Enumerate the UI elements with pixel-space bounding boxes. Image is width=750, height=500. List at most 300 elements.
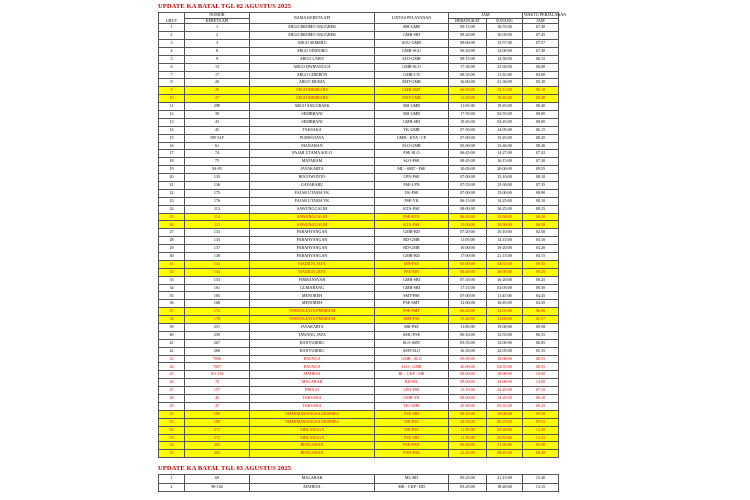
- cell-waktu: 03.20: [523, 245, 559, 253]
- cell-nama: JAYAKARTA: [250, 324, 375, 332]
- cell-nama: ARGO BROMO ANGGREK: [250, 32, 375, 40]
- cell-nomor: 143: [185, 260, 250, 268]
- cell-urut: 52: [159, 426, 185, 434]
- cell-waktu: 08.55: [523, 355, 559, 363]
- cell-nomor: 284: [185, 450, 250, 458]
- cell-datang: 14:30:00: [487, 55, 523, 63]
- cell-nama: TAWANGJAYA PREMIUM: [250, 316, 375, 324]
- cell-datang: 14:20:00: [487, 395, 523, 403]
- cell-datang: 16:25:00: [487, 205, 523, 213]
- cell-waktu: 06.25: [523, 402, 559, 410]
- table-row: [159, 213, 559, 221]
- cell-nama: MADIUN JAYA: [250, 268, 375, 276]
- cell-nama: MAHESA: [250, 483, 375, 492]
- header-jam-durasi: JAM: [523, 18, 559, 24]
- cell-berangkat: 06:30:00: [449, 442, 487, 450]
- table-row: [159, 426, 559, 434]
- cell-berangkat: 05:00:00: [449, 260, 487, 268]
- cell-berangkat: 11:00:00: [449, 324, 487, 332]
- cell-nama: SEMBRANI: [250, 110, 375, 118]
- cell-nama: SEMBRANI: [250, 118, 375, 126]
- cell-datang: 21:30:00: [487, 79, 523, 87]
- cell-lintas: GMR-BD: [375, 253, 449, 261]
- table-row: [159, 189, 559, 197]
- cell-nama: FAJAR UTAMA SOLO: [250, 150, 375, 158]
- cell-berangkat: 10:05:00: [449, 166, 487, 174]
- cell-berangkat: 07:00:00: [449, 134, 487, 142]
- table-row: [159, 347, 559, 355]
- cell-datang: 21:15:00: [487, 253, 523, 261]
- cell-waktu: 05.57: [523, 316, 559, 324]
- cell-nomor: 168: [185, 300, 250, 308]
- cell-berangkat: 11:05:00: [449, 103, 487, 111]
- cancelled-trains-table: [158, 12, 567, 458]
- cell-nama: DHARMAWANGSA EKSPRES: [250, 418, 375, 426]
- cell-nama: BATAVIA: [250, 363, 375, 371]
- cell-urut: 39: [159, 324, 185, 332]
- cell-nomor: 27: [185, 95, 250, 103]
- cell-berangkat: 20:00:00: [449, 363, 487, 371]
- cell-datang: 19:45:00: [487, 103, 523, 111]
- cell-datang: 20:00:00: [487, 166, 523, 174]
- title-august-03: UPDATE KA BATAL TGL 03 AGUSTUS 2025: [158, 465, 292, 472]
- cell-nama: ARGO DWIPANGGA: [250, 63, 375, 71]
- cell-lintas: GMR-SBI: [375, 284, 449, 292]
- cell-berangkat: 11:00:00: [449, 426, 487, 434]
- cell-lintas: SMT-SLO: [375, 347, 449, 355]
- table-row: [159, 166, 559, 174]
- cell-waktu: 07.35: [523, 182, 559, 190]
- cell-waktu: 05.00: [523, 442, 559, 450]
- cell-nama: PARAHYANGAN: [250, 229, 375, 237]
- cell-lintas: SBI-PSE: [375, 324, 449, 332]
- cell-waktu: 08.00: [523, 189, 559, 197]
- cell-urut: 43: [159, 355, 185, 363]
- cell-berangkat: 08:00:00: [449, 205, 487, 213]
- cell-nama: SAWUNGGALIH: [250, 213, 375, 221]
- cell-lintas: KTA-PSE: [375, 221, 449, 229]
- table-row: [159, 39, 559, 47]
- cell-nomor: 46: [185, 395, 250, 403]
- cell-datang: 04:55:00: [487, 363, 523, 371]
- cell-lintas: SMT-PSE: [375, 292, 449, 300]
- cell-nama: AIRLANGGA: [250, 426, 375, 434]
- cell-datang: 16:45:00: [487, 300, 523, 308]
- cell-waktu: 10.00: [523, 371, 559, 379]
- cell-lintas: BD-GMR: [375, 237, 449, 245]
- cell-berangkat: 07:55:00: [449, 182, 487, 190]
- cell-nama: SAWUNGGALIH: [250, 205, 375, 213]
- cell-berangkat: 14:05:00: [449, 95, 487, 103]
- cell-urut: 9: [159, 87, 185, 95]
- cell-urut: 49: [159, 402, 185, 410]
- cell-urut: 17: [159, 150, 185, 158]
- cell-berangkat: 08:20:00: [449, 32, 487, 40]
- cell-berangkat: 07:00:00: [449, 174, 487, 182]
- cell-lintas: GMR-SMT: [375, 87, 449, 95]
- table-row: [159, 316, 559, 324]
- cell-urut: 7: [159, 71, 185, 79]
- cell-waktu: 05.30: [523, 79, 559, 87]
- table-row: [159, 276, 559, 284]
- cell-nama: MENOREH: [250, 292, 375, 300]
- cell-lintas: LPN-PSE: [375, 174, 449, 182]
- cell-lintas: BD-ML: [375, 379, 449, 387]
- cell-lintas: PWS-PSE: [375, 450, 449, 458]
- cell-datang: 10:10:00: [487, 229, 523, 237]
- cell-urut: 33: [159, 276, 185, 284]
- cell-berangkat: 15:40:00: [449, 316, 487, 324]
- cell-nama: ARGO LAWU: [250, 55, 375, 63]
- table-row: [159, 450, 559, 458]
- cell-datang: 22:05:00: [487, 347, 523, 355]
- table-row: [159, 134, 559, 142]
- cell-nama: FAJAR UTAMA YK: [250, 189, 375, 197]
- cell-nama: BENGAWAN: [250, 442, 375, 450]
- table-row: [159, 197, 559, 205]
- cell-berangkat: 06:30:00: [449, 213, 487, 221]
- table-row: [159, 55, 559, 63]
- table-row: [159, 79, 559, 87]
- cell-nomor: 7006: [185, 355, 250, 363]
- cell-datang: 22:45:00: [487, 387, 523, 395]
- cell-lintas: GMR-CN: [375, 71, 449, 79]
- cell-lintas: PSE-SLO: [375, 150, 449, 158]
- header-waktu: WAKTU PERJALANAN: [524, 12, 567, 17]
- cell-berangkat: 11:05:00: [449, 237, 487, 245]
- cell-nama: MENOREH: [250, 300, 375, 308]
- cell-waktu: 06.00: [523, 63, 559, 71]
- cell-nama: JAYAKARTA: [250, 166, 375, 174]
- cell-urut: 35: [159, 292, 185, 300]
- cell-nomor: 178: [185, 316, 250, 324]
- cell-nomor: 259: [185, 331, 250, 339]
- cell-nama: SAWUNGGALIH: [250, 221, 375, 229]
- cell-datang: 11:45:00: [487, 292, 523, 300]
- cell-urut: 54: [159, 442, 185, 450]
- cell-waktu: 06.55: [523, 331, 559, 339]
- cell-waktu: 07.57: [523, 39, 559, 47]
- cell-urut: 1: [159, 24, 185, 32]
- cell-waktu: 04.45: [523, 292, 559, 300]
- cell-nomor: 39: [185, 110, 250, 118]
- cell-berangkat: 22:45:00: [449, 450, 487, 458]
- cell-nomor: 3: [185, 39, 250, 47]
- cell-nomor: 29F: [185, 103, 250, 111]
- header-nomor: NOMOR: [185, 13, 250, 19]
- cell-waktu: 08.40: [523, 103, 559, 111]
- cell-nama: ARGO MURIA: [250, 79, 375, 87]
- cell-lintas: SBI - CKP - BD: [375, 483, 449, 492]
- cell-nama: AIRLANGGA: [250, 434, 375, 442]
- cell-berangkat: 16:00:00: [449, 245, 487, 253]
- cell-waktu: 09.58: [523, 324, 559, 332]
- cell-urut: 31: [159, 260, 185, 268]
- cell-nama: ARGO SINDORO: [250, 47, 375, 55]
- cell-datang: 19:00:00: [487, 324, 523, 332]
- cell-urut: 25: [159, 213, 185, 221]
- cell-berangkat: 05:25:00: [449, 483, 487, 492]
- table-row: [159, 87, 559, 95]
- cell-berangkat: 06:40:00: [449, 268, 487, 276]
- cell-lintas: PSE-SMT: [375, 308, 449, 316]
- cell-nama: MALABAR: [250, 475, 375, 484]
- cell-datang: 16:05:00: [487, 268, 523, 276]
- table-row: [159, 24, 559, 32]
- cell-nama: ARGO CIREBON: [250, 71, 375, 79]
- cell-waktu: 09.55: [523, 260, 559, 268]
- cell-urut: 23: [159, 197, 185, 205]
- cell-lintas: SBI-GMR: [375, 103, 449, 111]
- cell-nomor: 1: [185, 24, 250, 32]
- cell-lintas: SGU-GMR: [375, 39, 449, 47]
- cell-lintas: PSE-KTA: [375, 213, 449, 221]
- cell-waktu: 09.55: [523, 418, 559, 426]
- cell-nomor: 9: [185, 55, 250, 63]
- cell-waktu: 06.05: [523, 339, 559, 347]
- cell-nomor: 113: [185, 205, 250, 213]
- cell-berangkat: 16:00:00: [449, 79, 487, 87]
- table-row: [159, 331, 559, 339]
- cell-berangkat: 09:00:00: [449, 379, 487, 387]
- table-body: [159, 24, 559, 458]
- cell-waktu: 08.55: [523, 363, 559, 371]
- cell-berangkat: 08:35:00: [449, 71, 487, 79]
- cell-berangkat: 17:30:00: [449, 63, 487, 71]
- cell-urut: 20: [159, 174, 185, 182]
- table-row: [159, 260, 559, 268]
- cell-urut: 4: [159, 47, 185, 55]
- cell-berangkat: 05:25:00: [449, 475, 487, 484]
- cell-lintas: GMR-SGU: [375, 47, 449, 55]
- cell-datang: 12:55:00: [487, 331, 523, 339]
- cell-berangkat: 05:55:00: [449, 339, 487, 347]
- cell-waktu: 05.35: [523, 347, 559, 355]
- cell-nama: FAJAR UTAMA YK: [250, 197, 375, 205]
- cell-datang: 11:30:00: [487, 442, 523, 450]
- cell-nomor: 70: [185, 379, 250, 387]
- cell-berangkat: 20:30:00: [449, 402, 487, 410]
- cell-nomor: 17: [185, 71, 250, 79]
- cell-waktu: 09.00: [523, 118, 559, 126]
- table-row: [159, 47, 559, 55]
- cell-lintas: ML - SMT - PSE: [375, 166, 449, 174]
- cell-nomor: 271: [185, 426, 250, 434]
- cell-urut: 30: [159, 253, 185, 261]
- cell-datang: 15:45:00: [487, 134, 523, 142]
- header-jam: JAM: [449, 13, 523, 19]
- cell-berangkat: 06:05:00: [449, 87, 487, 95]
- cell-nomor: 7007: [185, 363, 250, 371]
- table-row: [159, 71, 559, 79]
- cell-berangkat: 06:45:00: [449, 308, 487, 316]
- cell-berangkat: 06:15:00: [449, 197, 487, 205]
- cell-lintas: GMR-BD: [375, 229, 449, 237]
- cell-nama: DHARMAWANGSA EKSPRES: [250, 410, 375, 418]
- table-row: [159, 308, 559, 316]
- cell-datang: 12:00:00: [487, 339, 523, 347]
- table-row: [159, 118, 559, 126]
- cell-datang: 08:45:00: [487, 450, 523, 458]
- cell-waktu: 08.10: [523, 174, 559, 182]
- cell-nomor: 59F 61F: [185, 134, 250, 142]
- cell-waktu: 07.42: [523, 150, 559, 158]
- table-row: [159, 158, 559, 166]
- cell-nama: MADIUN JAYA: [250, 260, 375, 268]
- cell-berangkat: 08:00:00: [449, 39, 487, 47]
- cell-berangkat: 07:00:00: [449, 292, 487, 300]
- cell-nomor: 69: [185, 475, 250, 484]
- cell-urut: 51: [159, 418, 185, 426]
- cell-berangkat: 11:30:00: [449, 434, 487, 442]
- cell-nomor: 272: [185, 434, 250, 442]
- cell-urut: 14: [159, 126, 185, 134]
- cell-nama: BOGOWONTO: [250, 174, 375, 182]
- cell-datang: 19:20:00: [487, 245, 523, 253]
- cell-nomor: 137: [185, 245, 250, 253]
- table-row: [159, 237, 559, 245]
- table-row: [159, 379, 559, 387]
- cell-urut: 47: [159, 387, 185, 395]
- cell-datang: 23:00:00: [487, 379, 523, 387]
- cell-urut: 3: [159, 39, 185, 47]
- cell-lintas: SLO-PSE: [375, 158, 449, 166]
- cell-datang: 04:45:00: [487, 118, 523, 126]
- cell-nama: BANYUBIRU: [250, 339, 375, 347]
- cell-nomor: 133: [185, 229, 250, 237]
- cell-nama: BANYUBIRU: [250, 347, 375, 355]
- cell-urut: 32: [159, 268, 185, 276]
- cell-urut: 55: [159, 450, 185, 458]
- cell-urut: 2: [159, 32, 185, 40]
- cell-berangkat: 12:00:00: [449, 300, 487, 308]
- cell-waktu: 06.20: [523, 395, 559, 403]
- cell-urut: 12: [159, 110, 185, 118]
- table-row: [159, 142, 559, 150]
- cell-datang: 06:25:00: [487, 418, 523, 426]
- cell-datang: 18:40:00: [487, 483, 523, 492]
- cell-nama: ARGO BROMO ANGGREK: [250, 24, 375, 32]
- cell-waktu: 09.00: [523, 110, 559, 118]
- cell-urut: 26: [159, 221, 185, 229]
- table-row: [159, 442, 559, 450]
- cell-nomor: 157: [185, 387, 250, 395]
- table-row: [159, 339, 559, 347]
- cell-lintas: BD-GMR: [375, 245, 449, 253]
- cell-nomor: 101-102: [185, 371, 250, 379]
- cell-datang: 16:55:00: [487, 24, 523, 32]
- table-header: [159, 12, 567, 24]
- cell-waktu: 05.40: [523, 95, 559, 103]
- cell-lintas: GMR - SLO: [375, 355, 449, 363]
- cell-nomor: 94-95: [185, 166, 250, 174]
- cell-waktu: 08.45: [523, 134, 559, 142]
- cell-berangkat: 05:00:00: [449, 142, 487, 150]
- table-row: [159, 410, 559, 418]
- cell-nama: BENGAWAN: [250, 450, 375, 458]
- cell-nama: ARGO MERBABU: [250, 95, 375, 103]
- table-row: [159, 355, 559, 363]
- cell-urut: 15: [159, 134, 185, 142]
- cell-datang: 12:15:00: [487, 87, 523, 95]
- cell-nomor: 45: [185, 126, 250, 134]
- cell-lintas: GMR-SBI: [375, 276, 449, 284]
- title-august-02: UPDATE KA BATAL TGL 02 AGUSTUS 2025: [158, 3, 292, 10]
- cell-lintas: PSE-SMT: [375, 300, 449, 308]
- cell-lintas: SBI-PSE: [375, 426, 449, 434]
- table-row: [159, 284, 559, 292]
- cell-berangkat: 08:00:00: [449, 371, 487, 379]
- cell-nomor: 176: [185, 197, 250, 205]
- cell-waktu: 09.55: [523, 166, 559, 174]
- cell-urut: 18: [159, 158, 185, 166]
- cell-waktu: 08.10: [523, 197, 559, 205]
- cell-nomor: 98-102: [185, 483, 250, 492]
- cell-berangkat: 20:30:00: [449, 418, 487, 426]
- cell-urut: 13: [159, 118, 185, 126]
- cell-waktu: 06.15: [523, 126, 559, 134]
- cell-lintas: GMR-SLO: [375, 63, 449, 71]
- table-row: [159, 324, 559, 332]
- cell-waktu: 08.46: [523, 142, 559, 150]
- cell-datang: 14:05:00: [487, 126, 523, 134]
- cell-lintas: GMR-YK: [375, 395, 449, 403]
- cell-berangkat: 07:00:00: [449, 189, 487, 197]
- cell-lintas: SLO - GMR: [375, 363, 449, 371]
- cell-waktu: 07.40: [523, 47, 559, 55]
- cell-nomor: 189: [185, 418, 250, 426]
- cell-datang: 16:05:00: [487, 32, 523, 40]
- cell-lintas: SMT-GMR: [375, 95, 449, 103]
- table-row: [159, 182, 559, 190]
- cell-lintas: YK-PSE: [375, 189, 449, 197]
- cell-waktu: 06.20: [523, 213, 559, 221]
- cell-nama: MAHESA: [250, 371, 375, 379]
- cell-nomor: 115: [185, 221, 250, 229]
- cell-nama: BATAVIA: [250, 355, 375, 363]
- cell-nomor: 8: [185, 47, 250, 55]
- cell-lintas: SBI-GMR: [375, 110, 449, 118]
- cell-berangkat: 07:35:00: [449, 276, 487, 284]
- cell-waktu: 08.50: [523, 284, 559, 292]
- cell-nomor: 268: [185, 347, 250, 355]
- table-row: [159, 126, 559, 134]
- cell-berangkat: 15:00:00: [449, 221, 487, 229]
- cell-waktu: 07.40: [523, 24, 559, 32]
- cell-lintas: SLO-GMR: [375, 142, 449, 150]
- cell-nama: MALABAR: [250, 379, 375, 387]
- cell-berangkat: 09:05:00: [449, 355, 487, 363]
- cell-waktu: 07.45: [523, 32, 559, 40]
- cell-urut: 10: [159, 95, 185, 103]
- cell-datang: 14:15:00: [487, 237, 523, 245]
- cell-waktu: 07.30: [523, 158, 559, 166]
- table-row: [159, 395, 559, 403]
- cell-datang: 14:55:00: [487, 260, 523, 268]
- cell-datang: 18:00:00: [487, 371, 523, 379]
- header-nama: NAMA KERETA API: [250, 13, 375, 24]
- cell-nomor: 74: [185, 150, 250, 158]
- table-row: [159, 418, 559, 426]
- cell-waktu: 06.50: [523, 221, 559, 229]
- cell-urut: 50: [159, 410, 185, 418]
- cell-datang: 21:15:00: [487, 475, 523, 484]
- cell-nomor: 13: [185, 63, 250, 71]
- cell-nama: TAKSAKA: [250, 402, 375, 410]
- cell-datang: 23:20:00: [487, 426, 523, 434]
- cell-nomor: 114: [185, 213, 250, 221]
- cell-nomor: 153: [185, 276, 250, 284]
